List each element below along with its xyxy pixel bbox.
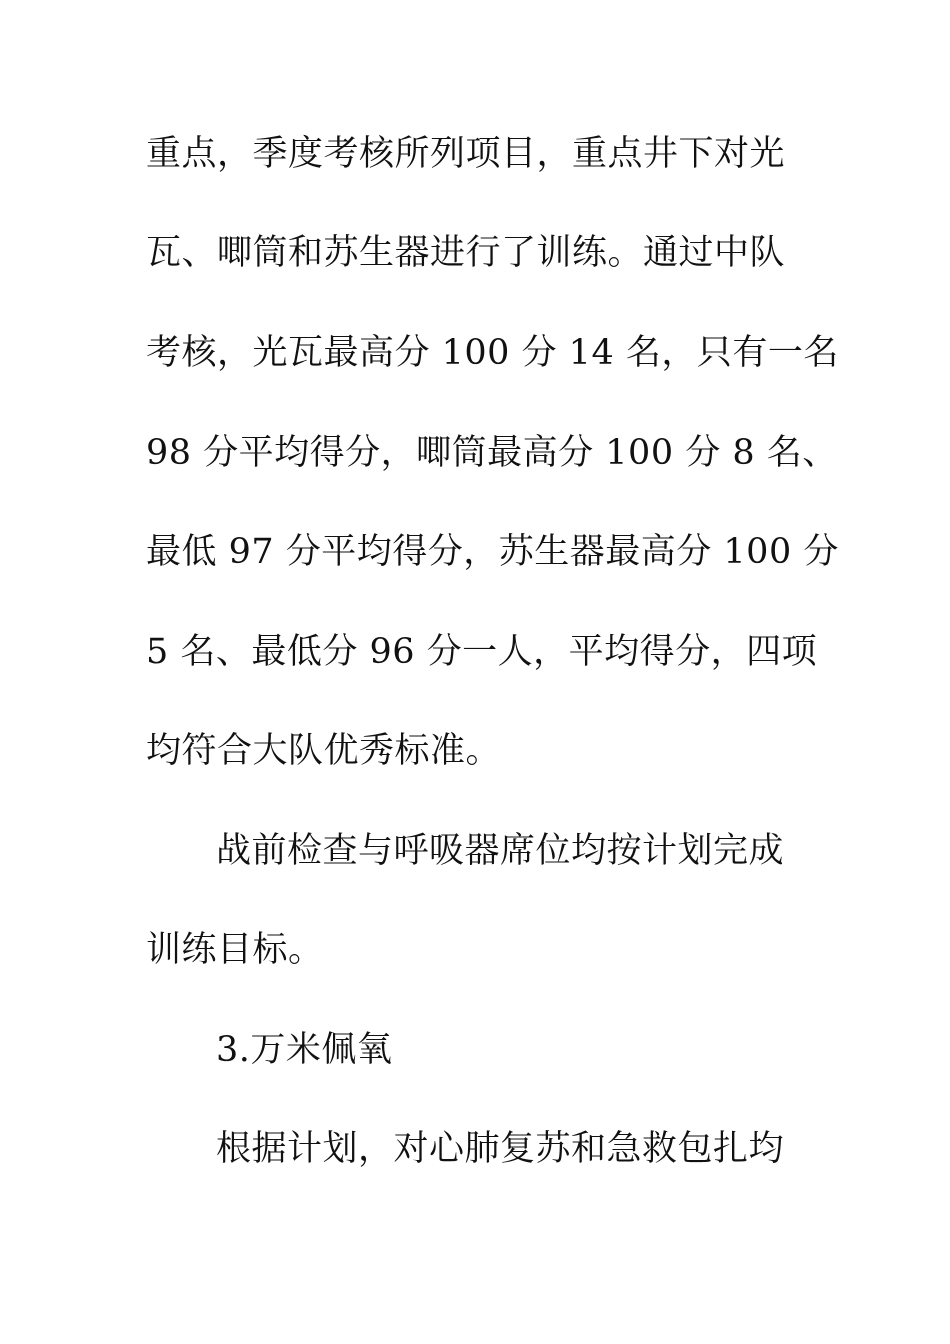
text-line: 98 分平均得分，唧筒最高分 100 分 8 名、 (146, 433, 838, 473)
text-line: 均符合大队优秀标准。 (146, 731, 502, 771)
text-line: 最低 97 分平均得分，苏生器最高分 100 分 (146, 532, 839, 572)
section-heading: 3.万米佩氧 (216, 1030, 393, 1070)
paragraph-start-line: 根据计划，对心肺复苏和急救包扎均 (216, 1129, 785, 1169)
text-line: 考核，光瓦最高分 100 分 14 名，只有一名 (146, 333, 839, 373)
paragraph-start-line: 战前检查与呼吸器席位均按计划完成 (216, 831, 785, 871)
text-line: 重点，季度考核所列项目，重点井下对光 (146, 134, 786, 174)
text-line: 5 名、最低分 96 分一人，平均得分，四项 (146, 632, 818, 672)
text-line: 训练目标。 (146, 930, 324, 970)
text-line: 瓦、唧筒和苏生器进行了训练。通过中队 (146, 233, 786, 273)
